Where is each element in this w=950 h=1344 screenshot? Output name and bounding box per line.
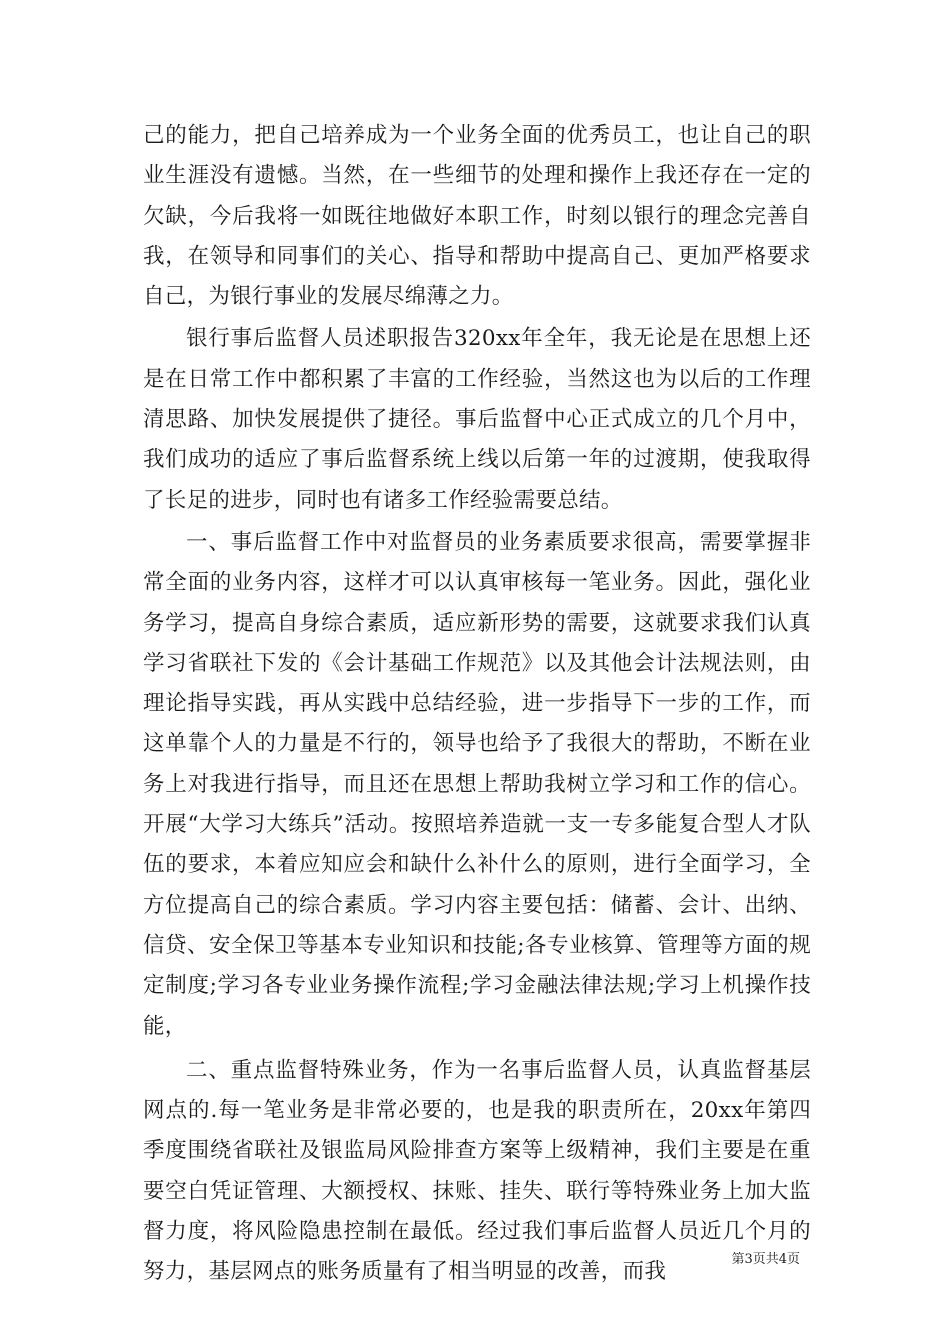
paragraph-continuation: 己的能力，把自己培养成为一个业务全面的优秀员工，也让自己的职业生涯没有遗憾。当然，在一些细节的处理和操作上我还存在一定的欠缺，今后我将一如既往地做好本职工作，时刻以银行的理念完善自我，在领导和同事们的关心、指导和帮助中提高自己、更加严格要求自己，为银行事业的发展尽绵薄之力。 xyxy=(143,123,811,310)
paragraph-report-intro: 银行事后监督人员述职报告320xx年全年，我无论是在思想上还是在日常工作中都积累了丰富的工作经验，当然这也为以后的工作理清思路、加快发展提供了捷径。事后监督中心正式成立的几个月中，我们成功的适应了事后监督系统上线以后第一年的过渡期，使我取得了长足的进步，同时也有诸多工作经验需要总结。 xyxy=(143,326,811,513)
page-number-footer: 第3页共4页 xyxy=(731,1252,800,1267)
paragraph-section-two: 二、重点监督特殊业务，作为一名事后监督人员，认真监督基层网点的.每一笔业务是非常必要的，也是我的职责所在，20xx年第四季度围绕省联社及银监局风险排查方案等上级精神，我们主要是在重要空白凭证管理、大额授权、抹账、挂失、联行等特殊业务上加大监督力度，将风险隐患控制在最低。经过我们事后监督人员近几个月的努力，基层网点的账务质量有了相当明显的改善，而我 xyxy=(143,1057,811,1285)
document-body xyxy=(143,116,811,1293)
paragraph-section-one: 一、事后监督工作中对监督员的业务素质要求很高，需要掌握非常全面的业务内容，这样才可以认真审核每一笔业务。因此，强化业务学习，提高自身综合素质，适应新形势的需要，这就要求我们认真学习省联社下发的《会计基础工作规范》以及其他会计法规法则，由理论指导实践，再从实践中总结经验，进一步指导下一步的工作，而这单靠个人的力量是不行的，领导也给予了我很大的帮助，不断在业务上对我进行指导，而且还在思想上帮助我树立学习和工作的信心。开展“大学习大练兵”活动。按照培养造就一支一专多能复合型人才队伍的要求，本着应知应会和缺什么补什么的原则，进行全面学习，全方位提高自己的综合素质。学习内容主要包括：储蓄、会计、出纳、信贷、安全保卫等基本专业知识和技能;各专业核算、管理等方面的规定制度;学习各专业业务操作流程;学习金融法律法规;学习上机操作技能， xyxy=(143,529,811,1039)
